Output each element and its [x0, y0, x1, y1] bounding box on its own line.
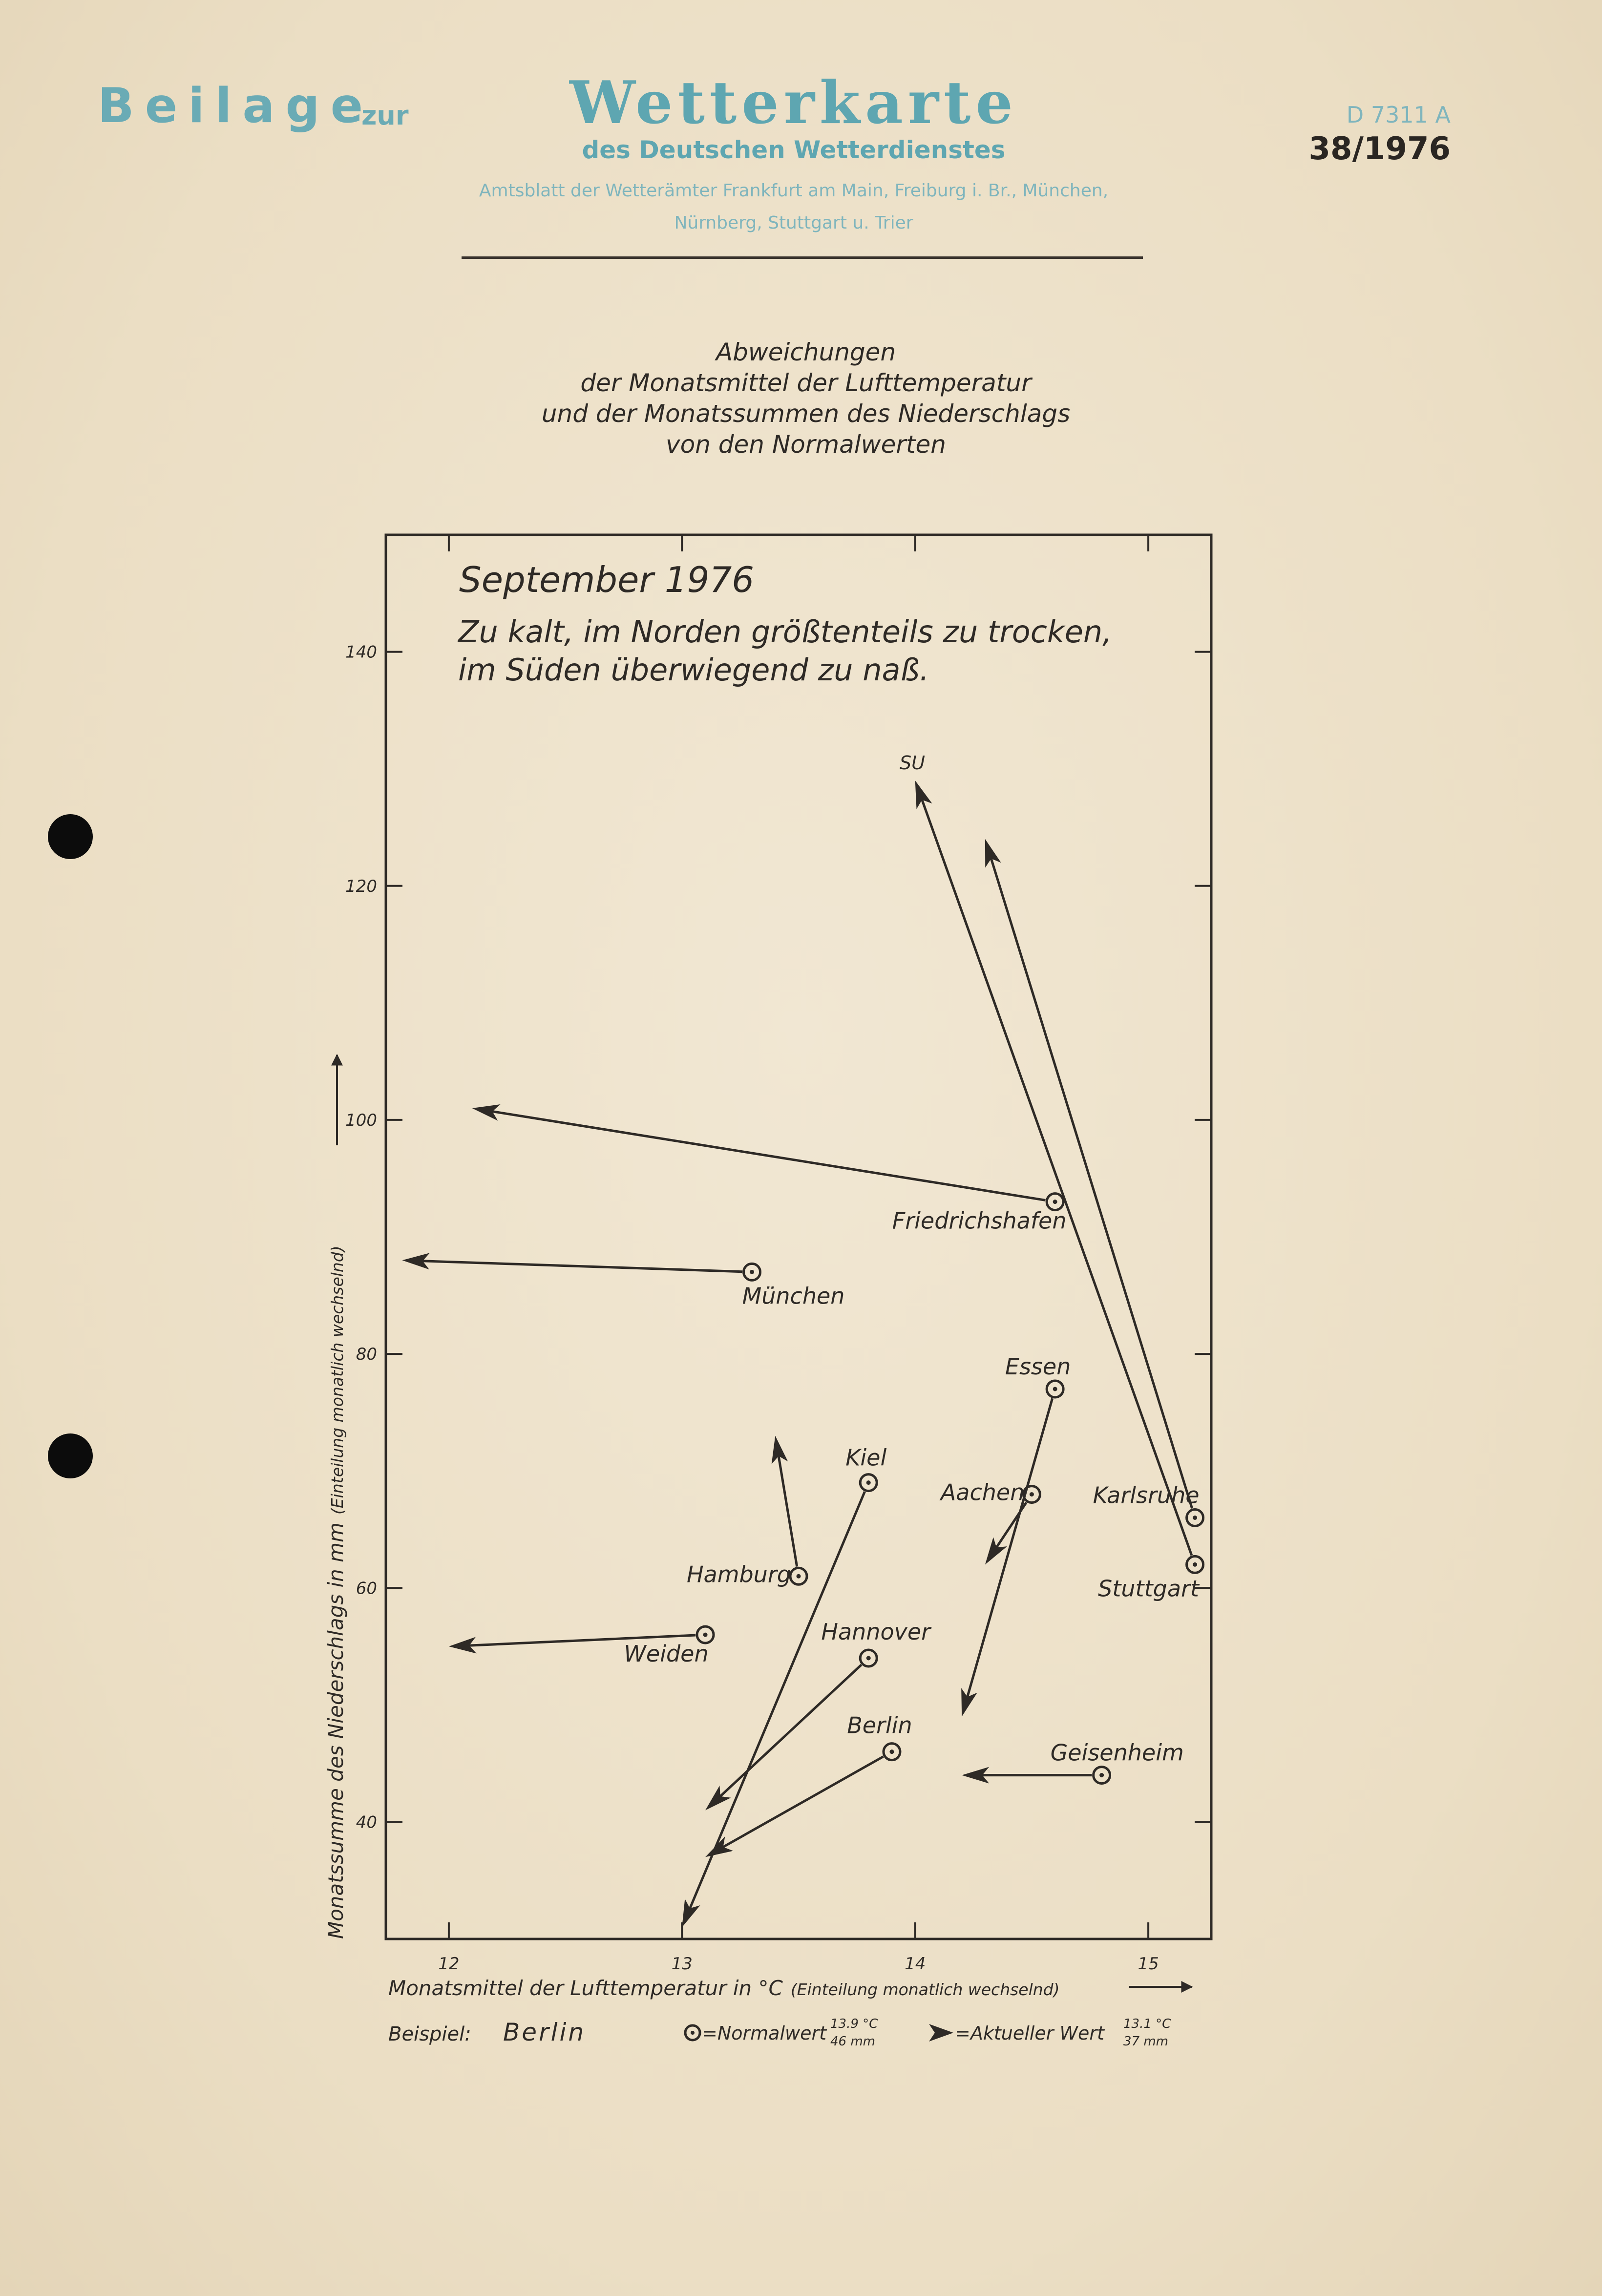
amtsblatt-line-1: Amtsblatt der Wetterämter Frankfurt am Main, Freiburg i. Br., München,	[479, 181, 1109, 201]
y-tick-label-40: 40	[356, 1812, 377, 1833]
station-label-muenchen: München	[742, 1283, 845, 1309]
description-line-3: und der Monatssummen des Niederschlags	[541, 400, 1071, 428]
normal-marker-dot-weiden	[703, 1633, 708, 1637]
legend-actual-temp: 13.1 °C	[1123, 2017, 1171, 2031]
normal-marker-dot-muenchen	[750, 1270, 754, 1274]
header-code: D 7311 A	[1346, 102, 1451, 128]
legend-actual-label: =Aktueller Wert	[955, 2022, 1104, 2044]
header-subtitle: des Deutschen Wetterdienstes	[582, 136, 1006, 164]
chart-subtitle-line-1: Zu kalt, im Norden größtenteils zu trocken,	[458, 614, 1112, 650]
su-label: SU	[900, 752, 925, 774]
normal-marker-dot-essen	[1053, 1387, 1057, 1391]
station-label-friedrichshafen: Friedrichshafen	[892, 1207, 1067, 1234]
y-axis-label-note: (Einteilung monatlich wechselnd)	[328, 1245, 347, 1515]
station-label-weiden: Weiden	[624, 1641, 709, 1667]
legend-example-label: Beispiel:	[388, 2023, 471, 2045]
arrow-line-muenchen	[422, 1261, 742, 1272]
x-tick-label-13: 13	[671, 1954, 693, 1974]
normal-marker-dot-geisenheim	[1099, 1773, 1104, 1777]
x-axis-label-text: Monatsmittel der Lufttemperatur in °C	[388, 1976, 783, 2000]
arrow-line-friedrichshafen	[491, 1111, 1045, 1200]
description-line-4: von den Normalwerten	[666, 430, 946, 459]
arrowhead-aachen	[985, 1537, 1007, 1564]
legend-normal-label: =Normalwert	[702, 2022, 826, 2044]
normal-marker-dot-kiel	[866, 1480, 871, 1485]
legend-normal-precip: 46 mm	[830, 2034, 876, 2049]
x-axis-label	[388, 1976, 1060, 2000]
chart-title: September 1976	[459, 559, 755, 600]
legend-normal-temp: 13.9 °C	[830, 2017, 878, 2031]
station-label-kiel: Kiel	[845, 1444, 887, 1471]
marks-group	[402, 780, 1203, 1927]
normal-marker-dot-stuttgart	[1193, 1562, 1197, 1567]
y-tick-label-80: 80	[356, 1345, 377, 1365]
header-beilage: Beilage	[98, 78, 374, 134]
header-title: Wetterkarte	[569, 68, 1018, 137]
amtsblatt-line-2: Nürnberg, Stuttgart u. Trier	[674, 213, 913, 233]
plot-frame	[386, 535, 1211, 1939]
y-tick-label-60: 60	[356, 1579, 377, 1599]
arrow-line-hamburg	[779, 1455, 797, 1566]
y-tick-label-120: 120	[345, 876, 377, 896]
header-zur: zur	[361, 100, 409, 131]
x-tick-label-12: 12	[438, 1954, 460, 1974]
normal-marker-dot-hamburg	[797, 1574, 801, 1579]
normal-marker-dot-karlsruhe	[1193, 1516, 1197, 1520]
arrow-line-berlin	[722, 1756, 884, 1847]
normal-marker-dot-hannover	[866, 1656, 871, 1661]
legend-actual-precip: 37 mm	[1123, 2034, 1169, 2049]
arrow-line-karlsruhe	[991, 858, 1192, 1508]
arrow-line-essen	[967, 1398, 1053, 1698]
y-axis-label-text: Monatssumme des Niederschlags in mm	[324, 1522, 348, 1939]
y-axis-label	[324, 1245, 348, 1939]
normal-marker-dot-friedrichshafen	[1053, 1200, 1057, 1204]
x-tick-label-15: 15	[1138, 1954, 1159, 1974]
legend-actual-marker	[929, 2024, 953, 2042]
y-tick-label-100: 100	[345, 1110, 377, 1130]
arrow-line-stuttgart	[922, 799, 1192, 1556]
station-label-stuttgart: Stuttgart	[1098, 1575, 1199, 1602]
station-label-berlin: Berlin	[847, 1712, 912, 1739]
station-label-aachen: Aachen	[940, 1479, 1025, 1506]
legend	[388, 2017, 1171, 2049]
station-label-karlsruhe: Karlsruhe	[1093, 1482, 1200, 1509]
legend-normal-marker-dot	[691, 2031, 695, 2035]
normal-marker-dot-berlin	[889, 1749, 894, 1754]
x-axis-label-note: (Einteilung monatlich wechselnd)	[790, 1980, 1060, 1999]
station-label-hannover: Hannover	[821, 1619, 931, 1645]
y-tick-label-140: 140	[345, 642, 377, 662]
station-label-hamburg: Hamburg	[686, 1561, 791, 1588]
x-tick-label-14: 14	[905, 1954, 926, 1974]
description-line-1: Abweichungen	[716, 338, 896, 366]
station-label-essen: Essen	[1005, 1353, 1071, 1380]
station-label-geisenheim: Geisenheim	[1050, 1739, 1184, 1766]
arrow-line-hannover	[719, 1665, 861, 1797]
chart-subtitle-line-2: im Süden überwiegend zu naß.	[458, 652, 929, 688]
description-line-2: der Monatsmittel der Lufttemperatur	[580, 369, 1032, 397]
normal-marker-dot-aachen	[1030, 1492, 1034, 1496]
legend-example-station: Berlin	[503, 2018, 586, 2046]
header-issue: 38/1976	[1308, 131, 1451, 167]
